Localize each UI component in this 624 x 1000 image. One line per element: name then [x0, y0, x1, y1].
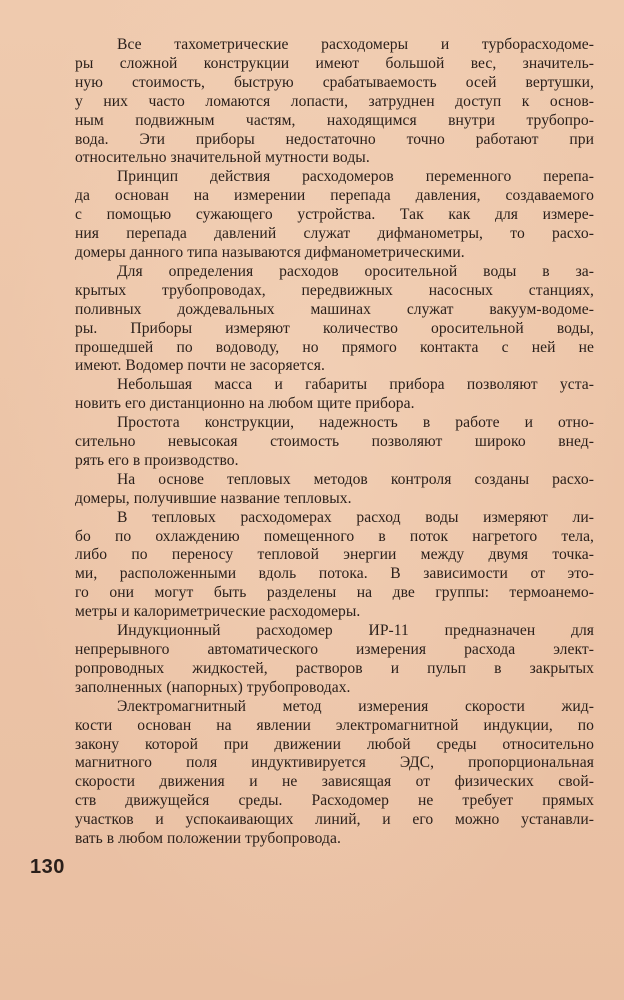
text-line: относительно значительной мутности воды.: [75, 149, 370, 167]
text-line: ропроводных жидкостей, растворов и пульп в закрытых: [75, 659, 594, 677]
text-line: ры сложной конструкции имеют большой вес, значитель-: [75, 54, 594, 72]
text-line: ния перепада давлений служат дифманометры, то расхо-: [75, 225, 594, 243]
body-text: [75, 36, 594, 849]
text-line: прошедшей по водоводу, но прямого контакта с ней не: [75, 338, 594, 356]
text-line: ным подвижным частям, находящимся внутри трубопро-: [75, 111, 594, 129]
text-line: крытых трубопроводах, передвижных насосных станциях,: [75, 281, 594, 299]
text-line: Простота конструкции, надежность в работе и отно-: [117, 414, 594, 432]
text-line: магнитного поля индуктивируется ЭДС, пропорциональная: [75, 754, 594, 772]
text-line: закону которой при движении любой среды относительно: [75, 735, 594, 753]
text-line: Индукционный расходомер ИР-11 предназначен для: [117, 622, 594, 640]
text-line: участков и успокаивающих линий, и его можно устанавли-: [75, 811, 594, 829]
text-line: ры. Приборы измеряют количество оросительной воды,: [75, 319, 594, 337]
text-line: заполненных (напорных) трубопроводах.: [75, 678, 351, 696]
text-line: кости основан на явлении электромагнитной индукции, по: [75, 716, 594, 734]
text-line: у них часто ломаются лопасти, затруднен доступ к основ-: [75, 92, 594, 110]
text-line: Электромагнитный метод измерения скорости жид-: [117, 697, 594, 715]
text-line: новить его дистанционно на любом щите прибора.: [75, 395, 415, 413]
paragraph: [75, 376, 594, 414]
text-line: го они могут быть разделены на две группы: термоанемо-: [75, 584, 594, 602]
text-line: скорости движения и не зависящая от физических свой-: [75, 773, 594, 791]
paragraph: [75, 263, 594, 376]
paragraph: [75, 168, 594, 263]
text-line: вать в любом положении трубопровода.: [75, 830, 341, 848]
text-line: На основе тепловых методов контроля созданы расхо-: [117, 470, 594, 488]
text-line: непрерывного автоматического измерения расхода элект-: [75, 641, 594, 658]
paragraph: [75, 509, 594, 622]
text-line: ми, расположенными вдоль потока. В зависимости от это-: [75, 565, 594, 583]
text-line: вода. Эти приборы недостаточно точно работают при: [75, 130, 594, 148]
paragraph: [75, 471, 594, 509]
text-line: да основан на измерении перепада давления, создаваемого: [75, 187, 594, 205]
text-line: В тепловых расходомерах расход воды измеряют ли-: [117, 508, 594, 526]
paragraph: [75, 622, 594, 698]
text-line: сительно невысокая стоимость позволяют широко внед-: [75, 433, 594, 451]
text-line: ную стоимость, быструю срабатываемость осей вертушки,: [75, 73, 594, 91]
text-line: домеры, получившие название тепловых.: [75, 489, 352, 507]
text-line: Для определения расходов оросительной воды в за-: [117, 262, 594, 280]
paragraph: [75, 698, 594, 849]
text-line: Небольшая масса и габариты прибора позволяют уста-: [117, 376, 594, 394]
text-line: имеют. Водомер почти не засоряется.: [75, 357, 325, 375]
text-line: рять его в производство.: [75, 451, 239, 469]
text-line: домеры данного типа называются дифманометрическими.: [75, 243, 465, 261]
text-line: ств движущейся среды. Расходомер не требует прямых: [75, 792, 594, 810]
page-number: 130: [30, 856, 65, 878]
text-line: Принцип действия расходомеров переменного перепа-: [117, 168, 594, 186]
paragraph: [75, 36, 594, 168]
text-line: либо по переносу тепловой энергии между двумя точка-: [75, 546, 594, 564]
text-line: поливных дождевальных машинах служат вакуум-водоме-: [75, 300, 594, 318]
text-line: бо по охлаждению помещенного в поток нагретого тела,: [75, 527, 594, 545]
text-line: Все тахометрические расходомеры и турборасходоме-: [117, 36, 594, 53]
text-line: метры и калориметрические расходомеры.: [75, 603, 361, 621]
paragraph: [75, 414, 594, 471]
text-line: с помощью сужающего устройства. Так как для измере-: [75, 206, 594, 224]
